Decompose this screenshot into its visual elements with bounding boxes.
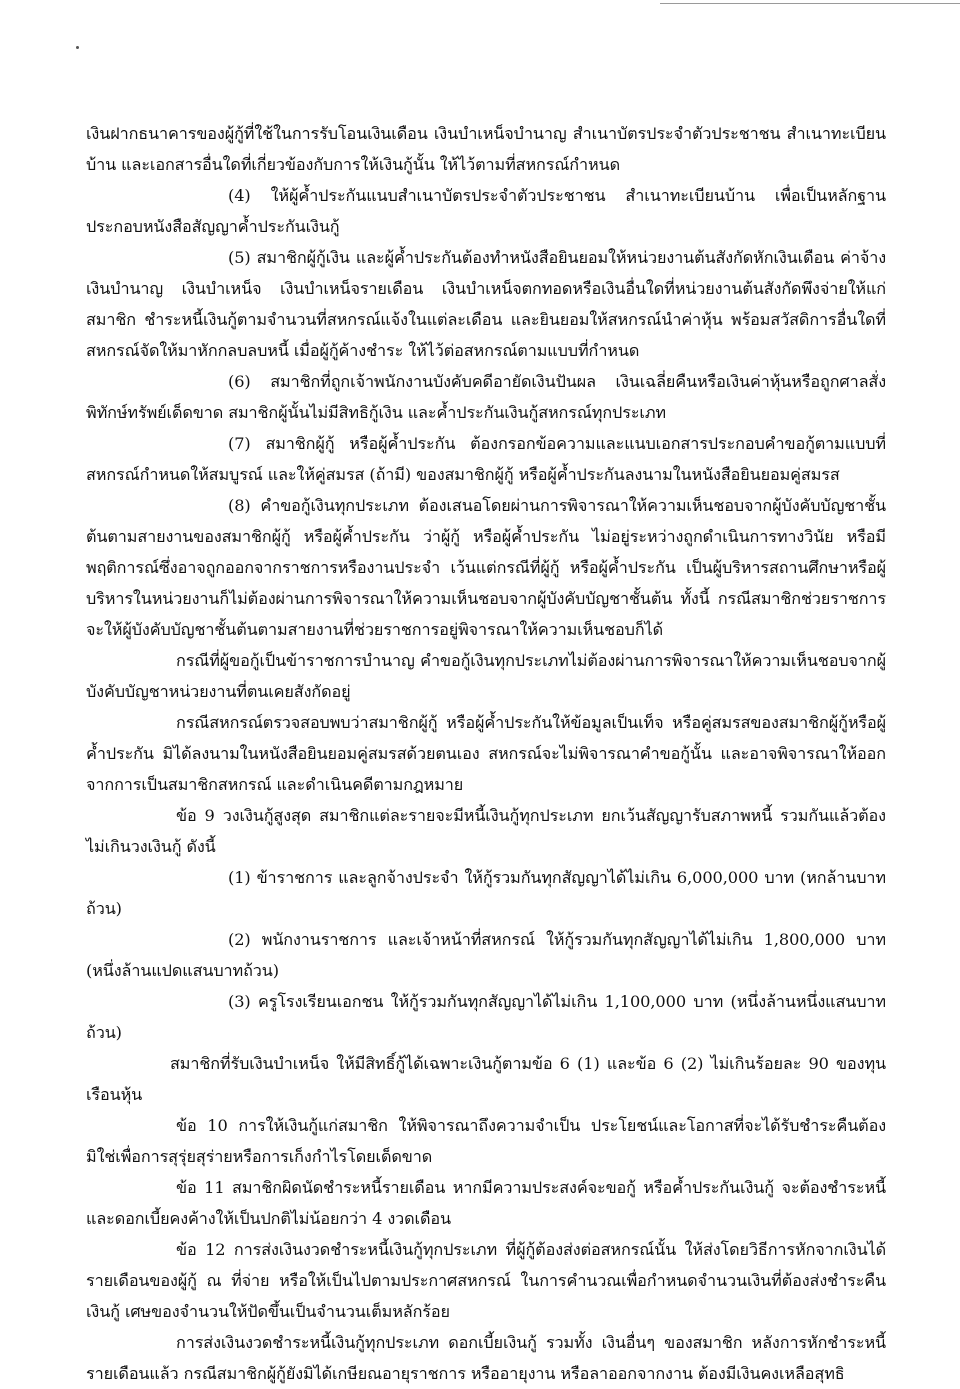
paragraph-installment-remaining: การส่งเงินงวดชำระหนี้เงินกู้ทุกประเภท ดอกเบี้ยเงินกู้ รวมทั้ง เงินอื่นๆ ของสมาชิก หลังการหักชำระหนี้รายเดือนแล้ว กรณีสมาชิกผู้กู้ยังมิได้เกษียณอายุราชการ หรืออายุงาน หรือลาออกจากงาน ต้องมีเงินคงเหลือสุทธิ [86,1333,886,1383]
paragraph-gratuity-note: สมาชิกที่รับเงินบำเหน็จ ให้มีสิทธิ์กู้ได้เฉพาะเงินกู้ตามข้อ 6 (1) และข้อ 6 (2) ไม่เกินร้อยละ 90 ของทุนเรือนหุ้น [86,1054,886,1104]
paragraph-clause-11: ข้อ 11 สมาชิกผิดนัดชำระหนี้รายเดือน หากมีความประสงค์จะขอกู้ หรือค้ำประกันเงินกู้ จะต้องชำระหนี้และดอกเบี้ยคงค้างให้เป็นปกติไม่น้อยกว่า 4 งวดเดือน [86,1178,886,1228]
document-body [86,118,886,1389]
paragraph-item-4: (4) ให้ผู้ค้ำประกันแนบสำเนาบัตรประจำตัวประชาชน สำเนาทะเบียนบ้าน เพื่อเป็นหลักฐานประกอบหนังสือสัญญาค้ำประกันเงินกู้ [86,186,886,236]
paragraph-clause-9-item-1: (1) ข้าราชการ และลูกจ้างประจำ ให้กู้รวมกันทุกสัญญาได้ไม่เกิน 6,000,000 บาท (หกล้านบาทถ้วน) [86,868,886,918]
paragraph-item-6: (6) สมาชิกที่ถูกเจ้าพนักงานบังคับคดีอายัดเงินปันผล เงินเฉลี่ยคืนหรือเงินค่าหุ้นหรือถูกศาลสั่งพิทักษ์ทรัพย์เด็ดขาด สมาชิกผู้นั้นไม่มีสิทธิกู้เงิน และค้ำประกันเงินกู้สหกรณ์ทุกประเภท [86,372,886,422]
paragraph-clause-12: ข้อ 12 การส่งเงินงวดชำระหนี้เงินกู้ทุกประเภท ที่ผู้กู้ต้องส่งต่อสหกรณ์นั้น ให้ส่งโดยวิธีการหักจากเงินได้รายเดือนของผู้กู้ ณ ที่จ่าย หรือให้เป็นไปตามประกาศสหกรณ์ ในการคำนวณเพื่อกำหนดจำนวนเงินที่ต้องส่งชำระคืนเงินกู้ เศษของจำนวนให้ปัดขึ้นเป็นจำนวนเต็มหลักร้อย [86,1240,886,1321]
paragraph-clause-9-item-3: (3) ครูโรงเรียนเอกชน ให้กู้รวมกันทุกสัญญาได้ไม่เกิน 1,100,000 บาท (หนึ่งล้านหนึ่งแสนบาทถ้วน) [86,992,886,1042]
paragraph-continuation: เงินฝากธนาคารของผู้กู้ที่ใช้ในการรับโอนเงินเดือน เงินบำเหน็จบำนาญ สำเนาบัตรประจำตัวประชาชน สำเนาทะเบียนบ้าน และเอกสารอื่นใดที่เกี่ยวข้องกับการให้เงินกู้นั้น ให้ไว้ตามที่สหกรณ์กำหนด [86,124,886,174]
paragraph-clause-10: ข้อ 10 การให้เงินกู้แก่สมาชิก ให้พิจารณาถึงความจำเป็น ประโยชน์และโอกาสที่จะได้รับชำระคืนต้องมิใช่เพื่อการสุรุ่ยสุร่ายหรือการเก็งกำไรโดยเด็ดขาด [86,1116,886,1166]
scan-top-edge-line [660,3,960,4]
paragraph-item-5: (5) สมาชิกผู้กู้เงิน และผู้ค้ำประกันต้องทำหนังสือยินยอมให้หน่วยงานต้นสังกัดหักเงินเดือน ค่าจ้าง เงินบำนาญ เงินบำเหน็จ เงินบำเหน็จรายเดือน เงินบำเหน็จตกทอดหรือเงินอื่นใดที่หน่วยงานต้นสังกัดพึงจ่ายให้แก่สมาชิก ชำระหนี้เงินกู้ตามจำนวนที่สหกรณ์แจ้งในแต่ละเดือน และยินยอมให้สหกรณ์นำค่าหุ้น พร้อมสวัสดิการอื่นใดที่สหกรณ์จัดให้มาหักกลบลบหนี้ เมื่อผู้กู้ค้างชำระ ให้ไว้ต่อสหกรณ์ตามแบบที่กำหนด [86,248,886,360]
paragraph-item-7: (7) สมาชิกผู้กู้ หรือผู้ค้ำประกัน ต้องกรอกข้อความและแนบเอกสารประกอบคำขอกู้ตามแบบที่สหกรณ์กำหนดให้สมบูรณ์ และให้คู่สมรส (ถ้ามี) ของสมาชิกผู้กู้ หรือผู้ค้ำประกันลงนามในหนังสือยินยอมคู่สมรส [86,434,886,484]
paragraph-item-8: (8) คำขอกู้เงินทุกประเภท ต้องเสนอโดยผ่านการพิจารณาให้ความเห็นชอบจากผู้บังคับบัญชาชั้นต้นตามสายงานของสมาชิกผู้กู้ หรือผู้ค้ำประกัน ว่าผู้กู้ หรือผู้ค้ำประกัน ไม่อยู่ระหว่างถูกดำเนินการทางวินัย หรือมีพฤติการณ์ซึ่งอาจถูกออกจากราชการหรืองานประจำ เว้นแต่กรณีที่ผู้กู้ หรือผู้ค้ำประกัน เป็นผู้บริหารสถานศึกษาหรือผู้บริหารในหน่วยงานก็ไม่ต้องผ่านการพิจารณาให้ความเห็นชอบจากผู้บังคับบัญชาชั้นต้น ทั้งนี้ กรณีสมาชิกช่วยราชการจะให้ผู้บังคับบัญชาชั้นต้นตามสายงานที่ช่วยราชการอยู่พิจารณาให้ความเห็นชอบก็ได้ [86,496,886,639]
paragraph-pensioner-case: กรณีที่ผู้ขอกู้เป็นข้าราชการบำนาญ คำขอกู้เงินทุกประเภทไม่ต้องผ่านการพิจารณาให้ความเห็นชอบจากผู้บังคับบัญชาหน่วยงานที่ตนเคยสังกัดอยู่ [86,651,886,701]
scan-speck [76,46,79,49]
paragraph-clause-9: ข้อ 9 วงเงินกู้สูงสุด สมาชิกแต่ละรายจะมีหนี้เงินกู้ทุกประเภท ยกเว้นสัญญารับสภาพหนี้ รวมกันแล้วต้องไม่เกินวงเงินกู้ ดังนี้ [86,806,886,856]
paragraph-false-info-case: กรณีสหกรณ์ตรวจสอบพบว่าสมาชิกผู้กู้ หรือผู้ค้ำประกันให้ข้อมูลเป็นเท็จ หรือคู่สมรสของสมาชิกผู้กู้หรือผู้ค้ำประกัน มิได้ลงนามในหนังสือยินยอมคู่สมรสด้วยตนเอง สหกรณ์จะไม่พิจารณาคำขอกู้นั้น และอาจพิจารณาให้ออกจากการเป็นสมาชิกสหกรณ์ และดำเนินคดีตามกฎหมาย [86,713,886,794]
paragraph-clause-9-item-2: (2) พนักงานราชการ และเจ้าหน้าที่สหกรณ์ ให้กู้รวมกันทุกสัญญาได้ไม่เกิน 1,800,000 บาท (หนึ่งล้านแปดแสนบาทถ้วน) [86,930,886,980]
